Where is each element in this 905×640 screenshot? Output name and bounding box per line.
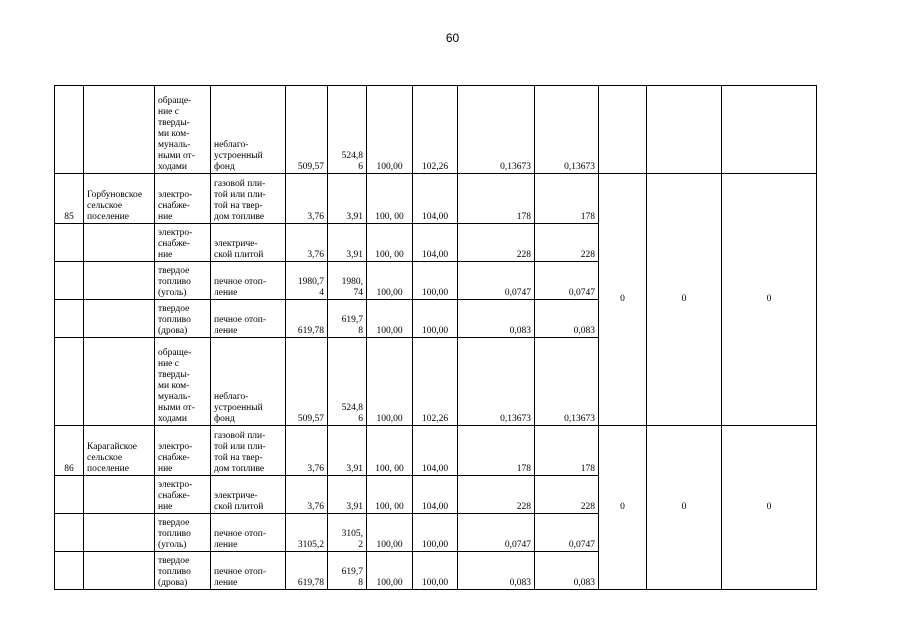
table-cell-description [211,86,286,174]
value-1-text: 619,78 [297,326,324,336]
service-text: твердое топливо (дрова) [158,556,191,588]
table-cell-value-2 [328,338,367,426]
service-text: обраще- ние с тверды- ми ком- муналь- ными от- ходами [158,96,195,172]
table-row [55,426,817,476]
table-cell-percent-1 [367,426,413,476]
table-cell-number [55,338,84,426]
value-2-text: 3,91 [346,502,363,512]
tariff-2-text: 178 [580,212,595,222]
table-cell-tariff-1 [458,552,535,590]
tariff-2-text: 0,083 [573,578,595,588]
value-1-text: 3105,2 [297,540,324,550]
tariff-1-text: 178 [516,464,531,474]
table-cell-service [155,514,211,552]
table-cell-description [211,426,286,476]
table-cell-extra-1 [599,426,647,590]
table-cell-tariff-1 [458,262,535,300]
value-2-text: 3105, 2 [341,529,363,550]
description-text: электриче- ской плитой [214,239,264,260]
table-cell-percent-2 [413,262,458,300]
percent-1-text: 100, 00 [375,464,404,474]
tariff-1-text: 228 [516,250,531,260]
table-cell-percent-1 [367,514,413,552]
table-cell-settlement [84,514,155,552]
percent-2-text: 100,00 [421,326,449,336]
table-cell-value-2 [328,300,367,338]
table-cell-service [155,300,211,338]
tariff-2-text: 228 [580,250,595,260]
table-cell-extra-1 [599,174,647,426]
table-cell-tariff-2 [535,426,599,476]
value-1-text: 3,76 [307,212,324,222]
table-body [55,86,817,590]
percent-1-text: 100,00 [376,288,403,298]
table-cell-value-2 [328,514,367,552]
table-cell-percent-1 [367,86,413,174]
extra-value: 0 [681,294,687,304]
tariff-1-text: 0,083 [509,326,531,336]
percent-1-text: 100,00 [376,326,403,336]
percent-1-text: 100,00 [376,414,403,424]
table-cell-value-1 [286,262,328,300]
description-text: печное отоп- ление [214,315,267,336]
table-cell-number [55,426,84,476]
table-cell-tariff-2 [535,262,599,300]
tariff-1-text: 178 [516,212,531,222]
value-1-text: 509,57 [297,162,324,172]
percent-1-text: 100,00 [376,162,403,172]
description-text: печное отоп- ление [214,277,267,298]
table-cell-settlement [84,174,155,224]
value-1-text: 1980,7 4 [297,277,324,298]
value-1-text: 3,76 [307,250,324,260]
table-cell-percent-1 [367,262,413,300]
table-cell-number [55,300,84,338]
table-cell-percent-2 [413,426,458,476]
table-cell-service [155,476,211,514]
table-cell-tariff-1 [458,426,535,476]
percent-2-text: 104,00 [421,464,449,474]
table-cell-service [155,552,211,590]
table-cell-settlement [84,426,155,476]
table-cell-tariff-2 [535,224,599,262]
table-cell-tariff-1 [458,300,535,338]
description-text: неблаго- устроенный фонд [214,140,263,172]
value-2-text: 619,7 8 [341,567,363,588]
service-text: обраще- ние с тверды- ми ком- муналь- ными от- ходами [158,348,195,424]
description-text: печное отоп- ление [214,529,267,550]
table-cell-percent-2 [413,174,458,224]
table-cell-percent-2 [413,86,458,174]
percent-1-text: 100, 00 [375,250,404,260]
table-cell-tariff-2 [535,552,599,590]
table-cell-settlement [84,86,155,174]
table-cell-extra-2 [647,174,722,426]
table-cell-percent-1 [367,224,413,262]
tariff-1-text: 0,13673 [500,162,531,172]
table-cell-tariff-1 [458,174,535,224]
table-cell-extra-2 [647,426,722,590]
percent-2-text: 100,00 [421,288,449,298]
table-cell-value-2 [328,174,367,224]
table-cell-value-1 [286,552,328,590]
table-cell-description [211,514,286,552]
table-cell-tariff-2 [535,514,599,552]
table-cell-description [211,300,286,338]
tariff-1-text: 0,0747 [504,288,531,298]
value-1-text: 3,76 [307,502,324,512]
extra-value: 0 [766,502,772,512]
extra-value: 0 [620,294,625,304]
table-cell-value-1 [286,300,328,338]
percent-2-text: 104,00 [421,212,449,222]
table-cell-percent-1 [367,338,413,426]
table-cell-tariff-1 [458,476,535,514]
table-cell-percent-2 [413,338,458,426]
table-cell-tariff-2 [535,86,599,174]
table-cell-tariff-2 [535,300,599,338]
table-cell-service [155,224,211,262]
table-cell-value-2 [328,262,367,300]
tariff-1-text: 0,0747 [504,540,531,550]
tariff-1-text: 0,13673 [500,414,531,424]
table-cell-percent-2 [413,552,458,590]
settlement-text: Карагайское сельское поселение [87,442,138,474]
table-cell-percent-2 [413,476,458,514]
service-text: электро- снабже- ние [158,442,193,474]
table-cell-value-1 [286,476,328,514]
value-2-text: 3,91 [346,250,363,260]
table-cell-extra-3 [722,426,817,590]
table-cell-tariff-1 [458,86,535,174]
description-text: электриче- ской плитой [214,491,264,512]
number-text: 85 [64,212,74,222]
service-text: твердое топливо (уголь) [158,518,191,550]
tariff-2-text: 178 [580,464,595,474]
table-cell-value-2 [328,426,367,476]
tariff-table [54,85,817,590]
percent-2-text: 100,00 [421,578,449,588]
table-cell-number [55,476,84,514]
settlement-text: Горбуновское сельское поселение [87,190,143,222]
service-text: твердое топливо (дрова) [158,304,191,336]
value-2-text: 524,8 6 [341,151,363,172]
table-cell-value-1 [286,338,328,426]
percent-2-text: 102,26 [421,162,449,172]
table-cell-settlement [84,338,155,426]
description-text: неблаго- устроенный фонд [214,392,263,424]
table-cell-description [211,476,286,514]
table-cell-tariff-1 [458,224,535,262]
service-text: твердое топливо (уголь) [158,266,191,298]
table-cell-number [55,86,84,174]
table-cell-description [211,174,286,224]
extra-value: 0 [681,502,687,512]
table-cell-percent-2 [413,300,458,338]
table-cell-settlement [84,300,155,338]
percent-2-text: 104,00 [421,250,449,260]
table-cell-description [211,224,286,262]
tariff-1-text: 228 [516,502,531,512]
table-cell-extra-1 [599,86,647,174]
value-2-text: 1980, 74 [341,277,363,298]
table-cell-service [155,262,211,300]
table-cell-value-1 [286,426,328,476]
table-cell-value-2 [328,86,367,174]
table-cell-percent-1 [367,174,413,224]
tariff-2-text: 0,13673 [564,414,595,424]
table-cell-settlement [84,262,155,300]
percent-1-text: 100,00 [376,578,403,588]
percent-1-text: 100, 00 [375,502,404,512]
tariff-2-text: 0,083 [573,326,595,336]
table-cell-number [55,552,84,590]
number-text: 86 [64,464,74,474]
table-cell-tariff-2 [535,476,599,514]
value-1-text: 3,76 [307,464,324,474]
table-cell-tariff-2 [535,174,599,224]
value-1-text: 619,78 [297,578,324,588]
description-text: газовой пли- той или пли- той на твер- дом топливе [214,431,266,474]
table-cell-settlement [84,224,155,262]
table-cell-settlement [84,552,155,590]
service-text: электро- снабже- ние [158,190,193,222]
description-text: газовой пли- той или пли- той на твер- дом топливе [214,179,266,222]
value-2-text: 3,91 [346,212,363,222]
table-row [55,86,817,174]
table-cell-extra-3 [722,174,817,426]
table-cell-service [155,426,211,476]
tariff-1-text: 0,083 [509,578,531,588]
table-cell-settlement [84,476,155,514]
tariff-2-text: 0,0747 [568,540,595,550]
table-cell-value-1 [286,514,328,552]
extra-value: 0 [766,294,772,304]
value-1-text: 509,57 [297,414,324,424]
table-row [55,174,817,224]
service-text: электро- снабже- ние [158,228,193,260]
table-cell-value-1 [286,174,328,224]
page-number: 60 [445,31,460,45]
table-cell-percent-2 [413,514,458,552]
value-2-text: 524,8 6 [341,403,363,424]
table-cell-value-2 [328,552,367,590]
value-2-text: 3,91 [346,464,363,474]
percent-2-text: 102,26 [421,414,449,424]
tariff-2-text: 0,0747 [568,288,595,298]
table-cell-tariff-1 [458,514,535,552]
table-cell-value-2 [328,224,367,262]
value-2-text: 619,7 8 [341,315,363,336]
table-cell-description [211,552,286,590]
percent-1-text: 100,00 [376,540,403,550]
table-cell-extra-2 [647,86,722,174]
description-text: печное отоп- ление [214,567,267,588]
extra-value: 0 [620,502,625,512]
table-cell-description [211,262,286,300]
table-cell-percent-1 [367,552,413,590]
table-cell-service [155,174,211,224]
table-cell-percent-1 [367,300,413,338]
table-cell-number [55,174,84,224]
table-cell-tariff-1 [458,338,535,426]
table-cell-percent-2 [413,224,458,262]
tariff-2-text: 0,13673 [564,162,595,172]
table-cell-extra-3 [722,86,817,174]
table-cell-tariff-2 [535,338,599,426]
percent-2-text: 100,00 [421,540,449,550]
table-cell-number [55,224,84,262]
table-cell-value-1 [286,86,328,174]
table-cell-percent-1 [367,476,413,514]
table-cell-value-2 [328,476,367,514]
percent-1-text: 100, 00 [375,212,404,222]
table-cell-description [211,338,286,426]
service-text: электро- снабже- ние [158,480,193,512]
table-cell-number [55,262,84,300]
table-cell-value-1 [286,224,328,262]
percent-2-text: 104,00 [421,502,449,512]
table-cell-number [55,514,84,552]
table-cell-service [155,86,211,174]
table-cell-service [155,338,211,426]
tariff-2-text: 228 [580,502,595,512]
